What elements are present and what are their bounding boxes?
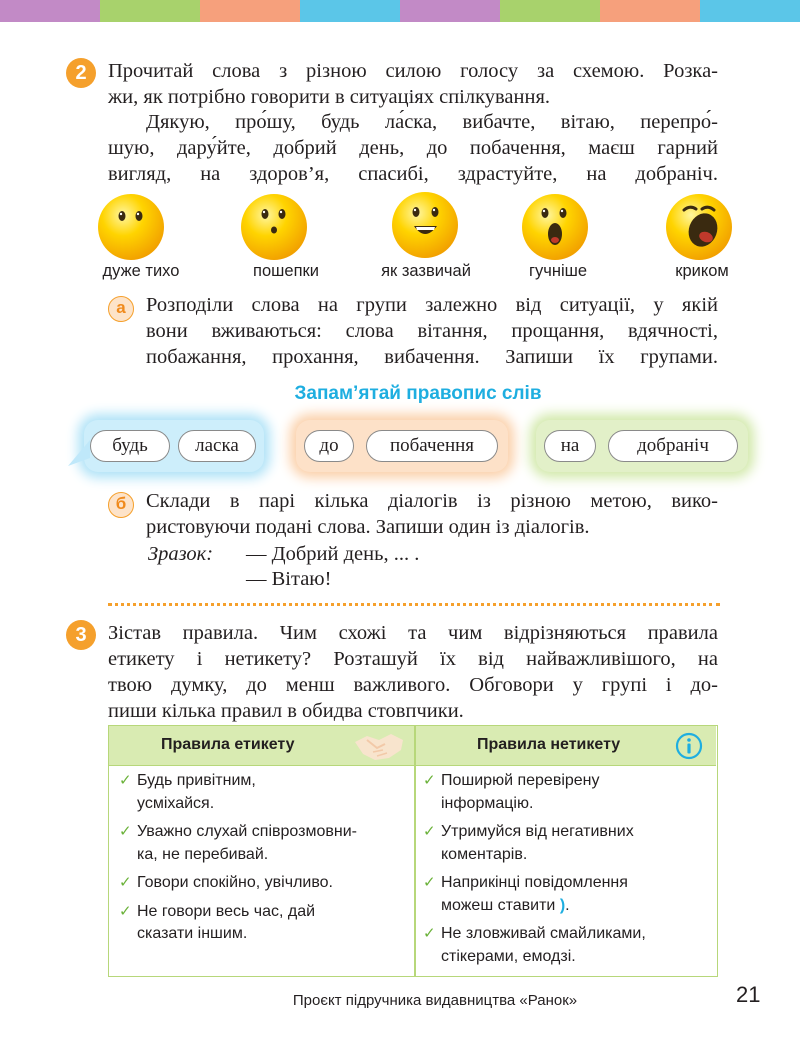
handshake-icon xyxy=(353,728,405,764)
list-item xyxy=(423,872,715,917)
task3-instruction xyxy=(108,620,718,724)
list-item xyxy=(119,901,411,946)
rule-line: коментарів. xyxy=(441,845,528,863)
smiley-whisper-icon xyxy=(239,192,309,262)
part-b-text xyxy=(146,488,718,540)
text-line: Розподіли слова на групи залежно від ситуації, у якій xyxy=(146,294,718,316)
task2-instruction xyxy=(108,58,718,110)
text-line: Склади в парі кілька діалогів із різною метою, вико- xyxy=(146,490,718,512)
color-segment xyxy=(400,0,500,22)
list-item xyxy=(119,821,411,866)
color-segment xyxy=(500,0,600,22)
list-item xyxy=(119,872,411,895)
rule-line: інформацію. xyxy=(441,794,534,812)
color-segment xyxy=(100,0,200,22)
smiley-label: як зазвичай xyxy=(381,262,471,280)
list-item xyxy=(423,923,715,968)
color-segment xyxy=(300,0,400,22)
smiley-label: гучніше xyxy=(528,262,588,280)
smiley-very-quiet-icon xyxy=(96,192,166,262)
rule-text: можеш ставити xyxy=(441,896,556,914)
text-line: шую, дару́йте, добрий день, до побачення, маєш гарний xyxy=(108,137,718,159)
spelling-word: на xyxy=(544,430,596,462)
check-icon: ✓ xyxy=(423,823,436,840)
text-line: етикету і нетикету? Розташуй їх від найважливішого, на xyxy=(108,648,718,670)
check-icon: ✓ xyxy=(119,772,132,789)
task-number-badge: 3 xyxy=(66,620,96,650)
check-icon: ✓ xyxy=(423,874,436,891)
check-icon: ✓ xyxy=(119,902,132,920)
check-icon: ✓ xyxy=(119,874,132,891)
netiquette-header: Правила нетикету xyxy=(477,736,621,753)
text-line: пиши кілька правил в обидва стовпчики. xyxy=(108,700,464,722)
rule-line xyxy=(441,895,715,918)
spelling-word: добраніч xyxy=(608,430,738,462)
rules-table xyxy=(108,725,718,977)
color-segment xyxy=(0,0,100,22)
text-line: вони вживаються: слова вітання, прощання, вдячності, xyxy=(146,320,718,342)
smiley-paren-icon: ) xyxy=(559,896,566,914)
text-line: Дякую, про́шу, будь ла́ска, вибачте, вітаю, перепро́- xyxy=(146,111,718,133)
smiley-normal-icon xyxy=(390,190,460,260)
rule-line: усміхайся. xyxy=(137,794,215,812)
column-divider xyxy=(414,726,416,976)
spelling-word: побачення xyxy=(366,430,498,462)
part-a-badge: а xyxy=(108,296,134,322)
rule-line: Не говори весь час, дай xyxy=(137,902,316,920)
rule-line: Утримуйся від негативних xyxy=(441,823,634,840)
list-item xyxy=(119,770,411,815)
speech-tail-icon xyxy=(68,436,90,472)
color-segment xyxy=(700,0,800,22)
check-icon: ✓ xyxy=(119,823,132,840)
color-segment xyxy=(200,0,300,22)
smiley-label: криком xyxy=(675,262,729,280)
section-divider xyxy=(108,603,720,606)
text-line: жи, як потрібно говорити в ситуаціях спілкування. xyxy=(108,86,551,108)
text-line: Прочитай слова з різною силою голосу за схемою. Розка- xyxy=(108,60,718,82)
task2-words xyxy=(108,109,718,187)
rule-line: Не зловживай смайликами, xyxy=(441,925,646,942)
smiley-shout-icon xyxy=(664,192,734,262)
netiquette-list xyxy=(423,770,715,974)
task-number-badge: 2 xyxy=(66,58,96,88)
sample-line: — Вітаю! xyxy=(246,568,332,590)
info-icon xyxy=(675,732,703,760)
smiley-label: пошепки xyxy=(253,262,319,280)
rule-line: Уважно слухай співрозмовни- xyxy=(137,823,357,840)
spelling-word: до xyxy=(304,430,354,462)
rule-line: ка, не перебивай. xyxy=(137,845,269,863)
text-line: твою думку, до менш важливого. Обговори у групі і до- xyxy=(108,674,718,696)
etiquette-header: Правила етикету xyxy=(161,736,295,753)
text-line: Зістав правила. Чим схожі та чим відрізняються правила xyxy=(108,622,718,644)
list-item xyxy=(423,821,715,866)
top-color-bar xyxy=(0,0,800,22)
etiquette-list xyxy=(119,770,411,952)
part-a-text xyxy=(146,292,718,370)
spelling-word: будь xyxy=(90,430,170,462)
check-icon: ✓ xyxy=(423,772,436,789)
check-icon: ✓ xyxy=(423,925,436,942)
remember-title: Запам’ятай правопис слів xyxy=(294,383,542,404)
rule-line: Наприкінці повідомлення xyxy=(441,874,628,891)
color-segment xyxy=(600,0,700,22)
text-line: побажання, прохання, вибачення. Запиши їх групами. xyxy=(146,346,718,368)
spelling-word: ласка xyxy=(178,430,256,462)
page-footer: Проєкт підручника видавництва «Ранок» xyxy=(292,992,578,1009)
smiley-louder-icon xyxy=(520,192,590,262)
rule-line: Будь привітним, xyxy=(137,772,256,789)
smiley-label: дуже тихо xyxy=(102,262,180,280)
rule-period: . xyxy=(565,896,570,914)
part-b-badge: б xyxy=(108,492,134,518)
text-line: вигляд, на здоров’я, спасибі, здрастуйте, на добраніч. xyxy=(108,163,718,185)
text-line: ристовуючи подані слова. Запиши один із діалогів. xyxy=(146,516,590,538)
rule-line: Поширюй перевірену xyxy=(441,772,600,789)
rule-line: сказати іншим. xyxy=(137,925,248,942)
rule-line: стікерами, емодзі. xyxy=(441,947,576,965)
sample-label: Зразок: xyxy=(148,543,214,565)
page-number: 21 xyxy=(736,982,761,1007)
sample-line: — Добрий день, ... . xyxy=(246,543,420,565)
list-item xyxy=(423,770,715,815)
rule-line: Говори спокійно, увічливо. xyxy=(137,874,333,891)
